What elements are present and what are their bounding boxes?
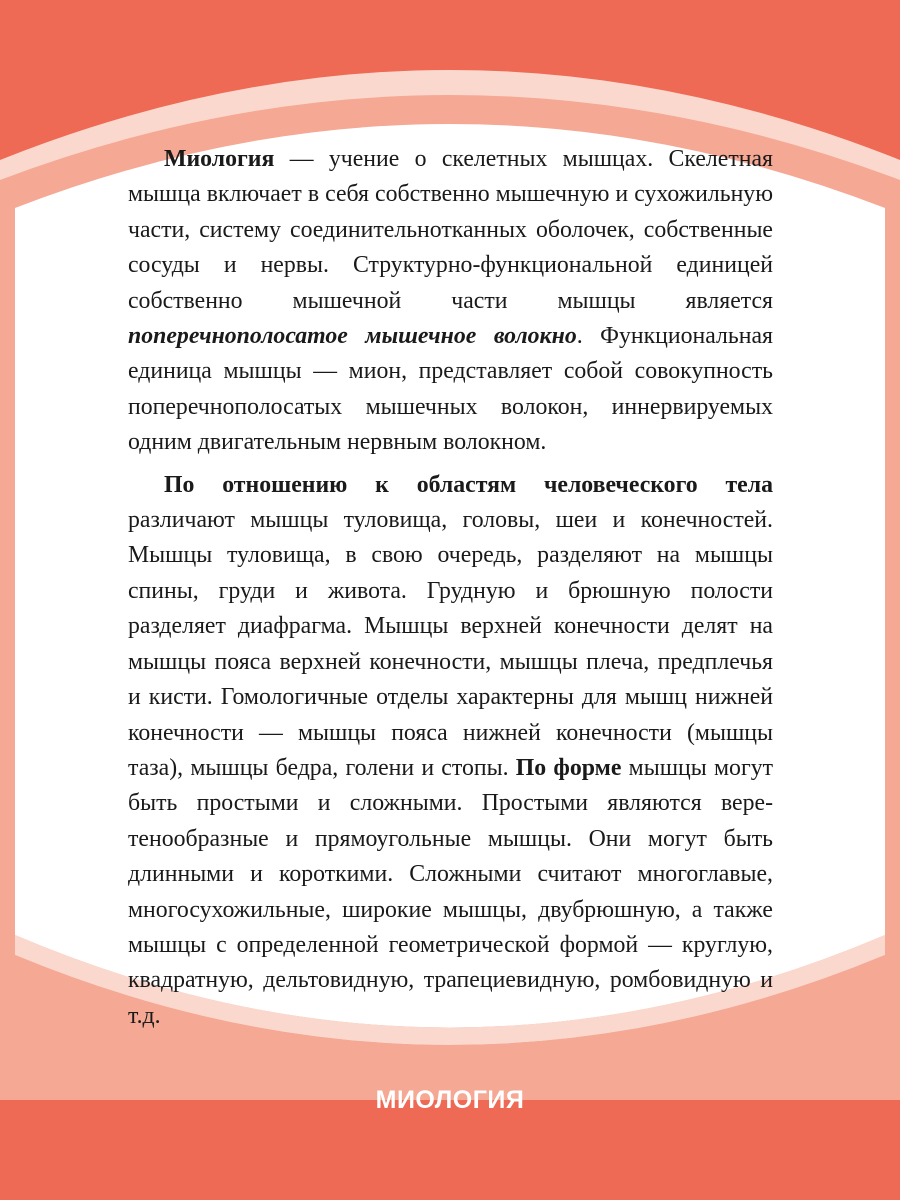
paragraph2-text-b: мышцы могут быть простыми и сложными. Простыми являются веретенообразные и прямоугольные мышцы. Они могут быть длинными и короткими. Сложными считают многоглавые, многосухожильные, широкие мышцы, двубрюшную, а также мышцы с определенной геометрической формой — круглую, квадратную, дельтовидную, трапециевидную, ромбовидную и т.д. (128, 754, 773, 1029)
term-by-shape: По форме (515, 754, 622, 781)
paragraph-myology-definition (128, 142, 773, 461)
term-body-regions: По отношению к областям человеческого тела (164, 471, 773, 498)
paragraph1-text-a: — учение о скелетных мышцах. Скелетная мышца включает в себя собственно мышечную и сухожильную части, систему соединительнотканных оболочек, собственные сосуды и нервы. Структурно-функциональной единицей собственно мышечной части мышцы является (128, 146, 773, 314)
term-myology: Миология (164, 146, 275, 172)
body-text (128, 142, 773, 1041)
section-title-footer: МИОЛОГИЯ (375, 1086, 525, 1114)
emphasis-striated-fiber: поперечнополосатое мышечное волокно (128, 323, 577, 350)
paragraph1-text-b: . Функциональная единица мышцы — мион, представляет собой совокупность поперечнополосатых мышечных волокон, иннервируемых одним двигательным нервным волокном. (128, 323, 773, 456)
paragraph2-text-a: различают мышцы туловища, головы, шеи и конечностей. Мышцы туловища, в свою очередь, разделяют на мышцы спины, груди и живота. Грудную и брюшную полости разделяет диафрагма. Мышцы верхней конечности делят на мышцы пояса верхней конечности, мышцы плеча, предплечья и кисти. Гомологичные отделы характерны для мышц нижней конечности — мышцы пояса нижней конечности (мышцы таза), мышцы бедра, голени и стопы. (128, 507, 773, 781)
paragraph-muscle-classification (128, 468, 773, 1035)
